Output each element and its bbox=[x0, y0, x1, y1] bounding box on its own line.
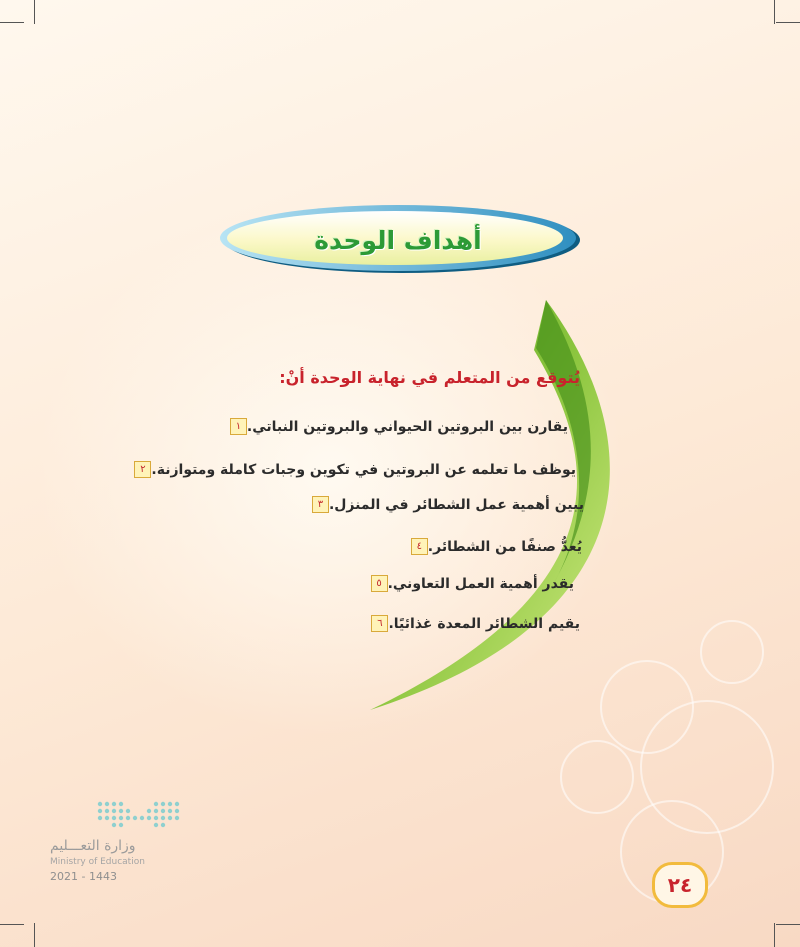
crop-mark bbox=[0, 924, 24, 925]
crop-mark bbox=[34, 923, 35, 947]
crop-mark bbox=[774, 0, 775, 24]
title-banner bbox=[212, 200, 584, 280]
objective-item bbox=[403, 538, 582, 555]
edition-year: 2021 - 1443 bbox=[50, 870, 117, 883]
objective-number: ٥ bbox=[371, 575, 388, 592]
page-title: أهداف الوحدة bbox=[314, 225, 482, 255]
crop-mark bbox=[774, 923, 775, 947]
objective-number: ٦ bbox=[371, 615, 388, 632]
crop-mark bbox=[776, 22, 800, 23]
objective-text: يقدر أهمية العمل التعاوني. bbox=[387, 575, 574, 592]
objective-number: ٣ bbox=[312, 496, 329, 513]
objective-number: ٢ bbox=[134, 461, 151, 478]
objective-item bbox=[363, 615, 580, 632]
objective-text: يقارن بين البروتين الحيواني والبروتين النباتي. bbox=[246, 418, 568, 435]
objective-text: يوظف ما تعلمه عن البروتين في تكوين وجبات كاملة ومتوازنة. bbox=[151, 461, 576, 478]
objective-text: يبين أهمية عمل الشطائر في المنزل. bbox=[328, 496, 584, 513]
page-number-badge: ٢٤ bbox=[652, 862, 708, 908]
objective-text: يقيم الشطائر المعدة غذائيًا. bbox=[388, 615, 580, 632]
objective-number: ٤ bbox=[411, 538, 428, 555]
objective-item bbox=[304, 496, 584, 513]
objective-text: يُعدُّ صنفًا من الشطائر. bbox=[427, 538, 582, 555]
objective-item bbox=[363, 575, 574, 592]
crop-mark bbox=[776, 924, 800, 925]
objective-number: ١ bbox=[230, 418, 247, 435]
ministry-name-english: Ministry of Education bbox=[50, 857, 145, 867]
objectives-intro: يُتوقع من المتعلم في نهاية الوحدة أنْ: bbox=[279, 368, 580, 387]
ministry-name-arabic: وزارة التعـــليم bbox=[50, 838, 136, 854]
objective-item bbox=[222, 418, 568, 435]
crop-mark bbox=[34, 0, 35, 24]
crop-mark bbox=[0, 22, 24, 23]
objective-item bbox=[126, 461, 576, 478]
